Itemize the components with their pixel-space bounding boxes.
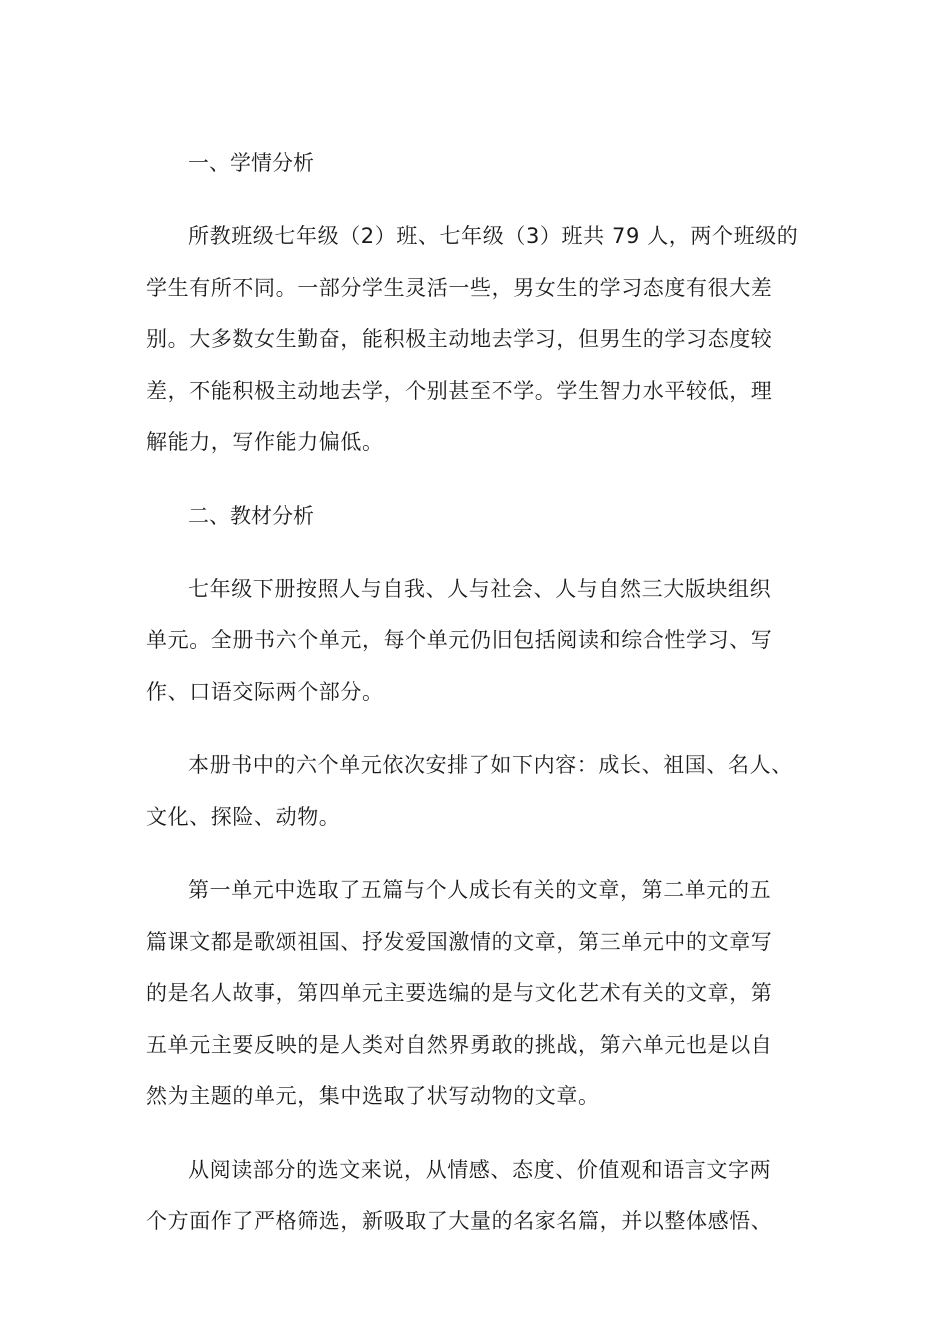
text-line: 解能力，写作能力偏低。 xyxy=(146,430,384,454)
text-line: 第一单元中选取了五篇与个人成长有关的文章，第二单元的五 xyxy=(188,878,772,902)
text-line: 学生有所不同。一部分学生灵活一些，男女生的学习态度有很大差 xyxy=(146,275,773,300)
paragraph-unit-details xyxy=(146,865,810,1123)
section-heading-student-analysis: 一、学情分析 xyxy=(188,151,314,175)
text-line: 别。大多数女生勤奋，能积极主动地去学习，但男生的学习态度较 xyxy=(146,327,773,351)
paragraph-unit-contents xyxy=(146,740,810,843)
text-line: 七年级下册按照人与自我、人与社会、人与自然三大版块组织 xyxy=(188,576,772,601)
text-line: 五单元主要反映的是人类对自然界勇敢的挑战，第六单元也是以自 xyxy=(146,1032,773,1057)
text-line: 所教班级七年级（2）班、七年级（3）班共 79 人，两个班级的 xyxy=(188,224,799,248)
text-line: 文化、探险、动物。 xyxy=(146,804,341,829)
text-line: 差，不能积极主动地去学，个别甚至不学。学生智力水平较低，理 xyxy=(146,378,773,403)
text-line: 的是名人故事，第四单元主要选编的是与文化艺术有关的文章，第 xyxy=(146,981,773,1005)
paragraph-textbook-overview xyxy=(146,564,810,719)
text-line: 从阅读部分的选文来说，从情感、态度、价值观和语言文字两 xyxy=(188,1157,772,1182)
text-line: 篇课文都是歌颂祖国、抒发爱国激情的文章，第三单元中的文章写 xyxy=(146,929,773,954)
paragraph-student-analysis xyxy=(146,211,810,469)
section-heading-textbook-analysis: 二、教材分析 xyxy=(188,503,314,528)
text-line: 个方面作了严格筛选，新吸取了大量的名家名篇，并以整体感悟、 xyxy=(146,1209,773,1233)
paragraph-reading-selection xyxy=(146,1145,810,1248)
text-line: 本册书中的六个单元依次安排了如下内容：成长、祖国、名人、 xyxy=(188,753,793,777)
text-line: 单元。全册书六个单元，每个单元仍旧包括阅读和综合性学习、写 xyxy=(146,628,773,652)
text-line: 作、口语交际两个部分。 xyxy=(146,679,384,704)
text-line: 然为主题的单元，集中选取了状写动物的文章。 xyxy=(146,1084,600,1108)
document-body xyxy=(146,138,810,1270)
